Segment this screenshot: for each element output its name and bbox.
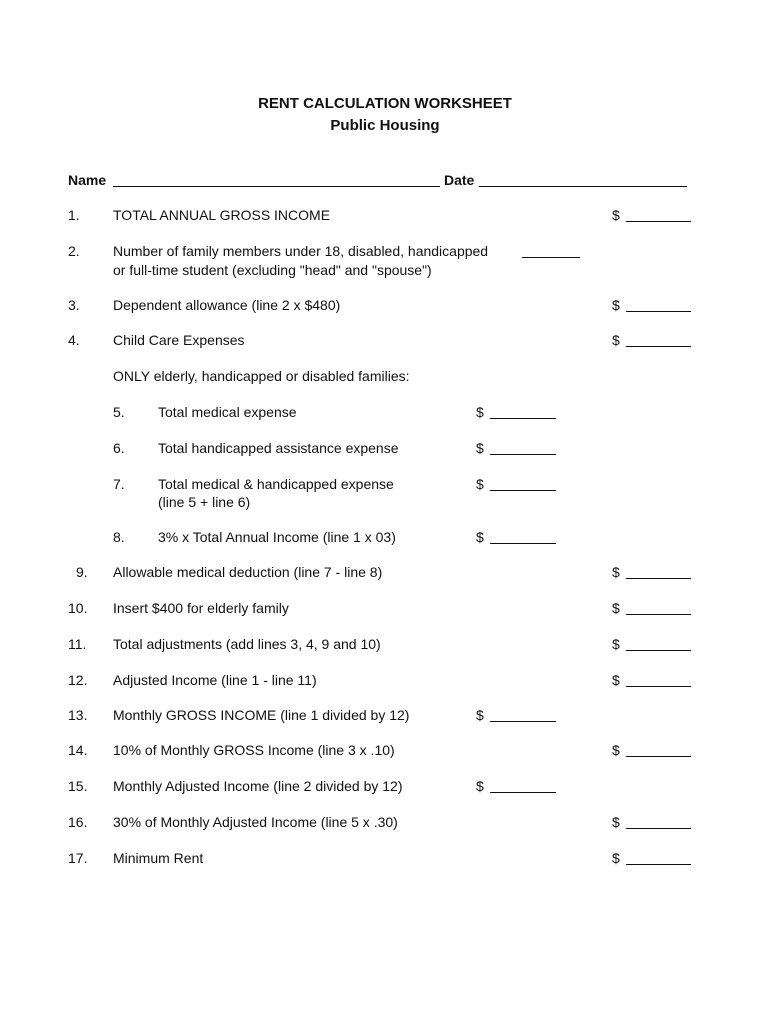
line-13-number: 13. (68, 707, 88, 723)
line-10-amount-field[interactable] (626, 614, 691, 615)
line-4-dollar: $ (612, 332, 620, 348)
line-10-number: 10. (68, 600, 88, 616)
line-5-amount-field[interactable] (490, 418, 556, 419)
line-14-number: 14. (68, 742, 88, 758)
elderly-section-note: ONLY elderly, handicapped or disabled families: (113, 368, 410, 384)
line-6-amount-field[interactable] (490, 454, 556, 455)
line-7-amount-field[interactable] (490, 490, 556, 491)
line-11-number: 11. (68, 636, 87, 652)
line-7-number: 7. (113, 476, 125, 492)
worksheet-subtitle: Public Housing (330, 117, 440, 134)
line-15-dollar: $ (476, 778, 484, 794)
line-7-dollar: $ (476, 476, 484, 492)
line-6-number: 6. (113, 440, 125, 456)
date-label: Date (444, 172, 475, 188)
line-5-dollar: $ (476, 404, 484, 420)
line-9-dollar: $ (612, 564, 620, 580)
line-1-label: TOTAL ANNUAL GROSS INCOME (113, 207, 331, 223)
line-15-amount-field[interactable] (490, 792, 556, 793)
line-3-label: Dependent allowance (line 2 x $480) (113, 297, 341, 313)
line-12-amount-field[interactable] (626, 686, 691, 687)
line-16-label: 30% of Monthly Adjusted Income (line 5 x .30) (113, 814, 398, 830)
line-11-label: Total adjustments (add lines 3, 4, 9 and 10) (113, 636, 381, 652)
line-12-number: 12. (68, 672, 88, 688)
line-15-label: Monthly Adjusted Income (line 2 divided by 12) (113, 778, 403, 794)
line-14-amount-field[interactable] (626, 756, 691, 757)
line-11-dollar: $ (612, 636, 620, 652)
line-1-amount-field[interactable] (626, 221, 691, 222)
line-3-dollar: $ (612, 297, 620, 313)
worksheet-title: RENT CALCULATION WORKSHEET (258, 95, 512, 112)
line-1-number: 1. (68, 207, 80, 223)
date-field[interactable] (479, 186, 687, 187)
name-label: Name (68, 172, 107, 188)
line-14-dollar: $ (612, 742, 620, 758)
line-4-number: 4. (68, 332, 80, 348)
line-5-number: 5. (113, 404, 125, 420)
line-3-number: 3. (68, 297, 80, 313)
line-9-amount-field[interactable] (626, 578, 691, 579)
line-13-label: Monthly GROSS INCOME (line 1 divided by 12) (113, 707, 410, 723)
line-15-number: 15. (68, 778, 88, 794)
line-2-label: Number of family members under 18, disabled, handicapped (113, 243, 489, 259)
line-8-number: 8. (113, 529, 125, 545)
line-16-amount-field[interactable] (626, 828, 691, 829)
line-2-count-field[interactable] (522, 257, 580, 258)
line-4-amount-field[interactable] (626, 346, 691, 347)
line-4-label: Child Care Expenses (113, 332, 245, 348)
name-field[interactable] (113, 186, 440, 187)
line-13-amount-field[interactable] (490, 721, 556, 722)
line-8-label: 3% x Total Annual Income (line 1 x 03) (158, 529, 396, 545)
line-13-dollar: $ (476, 707, 484, 723)
line-16-number: 16. (68, 814, 88, 830)
line-17-label: Minimum Rent (113, 850, 204, 866)
line-8-amount-field[interactable] (490, 543, 556, 544)
line-5-label: Total medical expense (158, 404, 297, 420)
line-10-label: Insert $400 for elderly family (113, 600, 289, 616)
line-16-dollar: $ (612, 814, 620, 830)
line-9-label: Allowable medical deduction (line 7 - line 8) (113, 564, 383, 580)
line-2-label-cont: or full-time student (excluding "head" and "spouse") (113, 262, 432, 278)
line-17-dollar: $ (612, 850, 620, 866)
line-6-dollar: $ (476, 440, 484, 456)
line-12-dollar: $ (612, 672, 620, 688)
line-2-number: 2. (68, 243, 80, 259)
line-10-dollar: $ (612, 600, 620, 616)
line-17-amount-field[interactable] (626, 864, 691, 865)
line-6-label: Total handicapped assistance expense (158, 440, 399, 456)
line-7-label: Total medical & handicapped expense (158, 476, 394, 492)
line-9-number: 9. (76, 564, 88, 580)
line-3-amount-field[interactable] (626, 311, 691, 312)
line-17-number: 17. (68, 850, 88, 866)
line-12-label: Adjusted Income (line 1 - line 11) (113, 672, 317, 688)
line-1-dollar: $ (612, 207, 620, 223)
line-11-amount-field[interactable] (626, 650, 691, 651)
line-8-dollar: $ (476, 529, 484, 545)
line-14-label: 10% of Monthly GROSS Income (line 3 x .10) (113, 742, 395, 758)
line-7-label-cont: (line 5 + line 6) (158, 494, 251, 510)
